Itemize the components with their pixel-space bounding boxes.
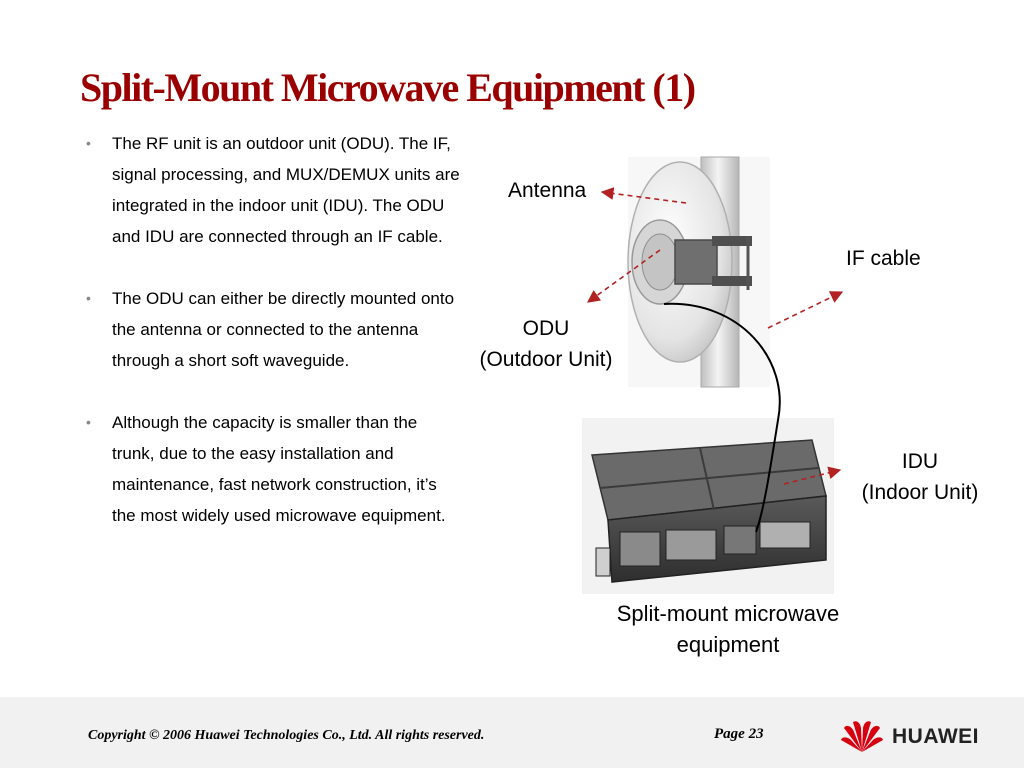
brand-name: HUAWEI	[892, 725, 979, 748]
idu-label-line1: IDU	[901, 450, 939, 473]
copyright-text: Copyright © 2006 Huawei Technologies Co., Ltd. All rights reserved.	[88, 728, 485, 743]
caption-line2: equipment	[676, 632, 780, 657]
odu-label-line1: ODU	[522, 317, 570, 340]
odu-label	[466, 313, 626, 375]
bullet-dot-icon: •	[86, 135, 91, 151]
idu-label	[848, 446, 992, 508]
bullet-text: The ODU can either be directly mounted onto the antenna or connected to the antenna through a short soft waveguide.	[112, 289, 455, 370]
huawei-logo-icon	[840, 718, 884, 754]
figure-caption	[590, 598, 866, 660]
idu-photo	[582, 418, 834, 594]
if-cable-arrow	[768, 292, 842, 328]
caption-line1: Split-mount microwave	[616, 601, 840, 626]
bullet-text: Although the capacity is smaller than the trunk, due to the easy installation and maintenance, fast network construction, it’s the most widely used microwave equipment.	[112, 413, 446, 525]
antenna-label: Antenna	[508, 179, 587, 202]
bullet-dot-icon: •	[86, 290, 91, 306]
odu-label-line2: (Outdoor Unit)	[479, 348, 613, 371]
antenna-photo	[628, 157, 770, 387]
bullet-dot-icon: •	[86, 414, 91, 430]
bullet-text: The RF unit is an outdoor unit (ODU). The IF, signal processing, and MUX/DEMUX units are integrated in the indoor unit (IDU). The ODU and IDU are connected through an IF cable.	[112, 134, 460, 246]
idu-label-line2: (Indoor Unit)	[861, 481, 979, 504]
page-number: Page 23	[714, 726, 764, 742]
if-cable-label: IF cable	[846, 247, 921, 270]
slide-title: Split-Mount Microwave Equipment (1)	[80, 65, 695, 110]
